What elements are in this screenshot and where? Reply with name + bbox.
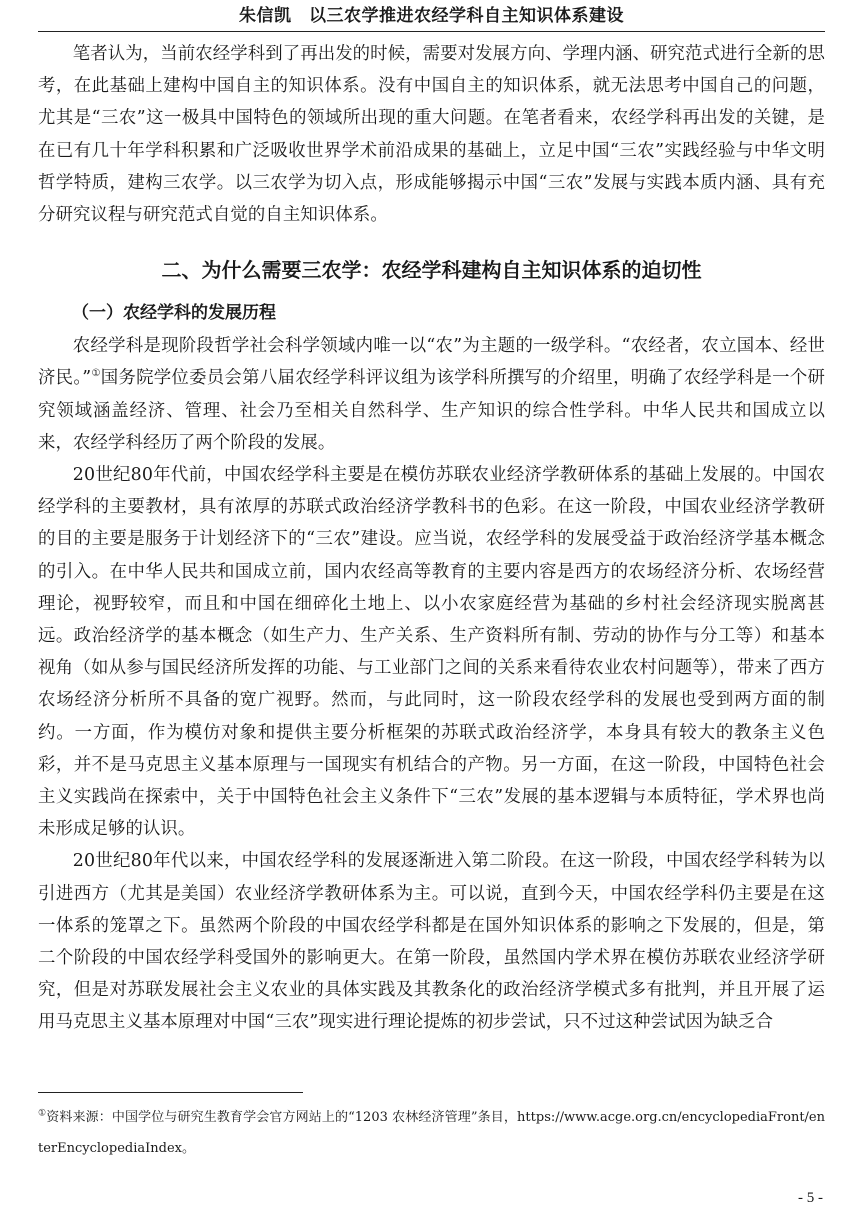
footnote-rule	[38, 1092, 303, 1093]
footnote-marker: ①	[38, 1108, 47, 1119]
page-number: - 5 -	[798, 1190, 823, 1206]
section-heading: 二、为什么需要三农学：农经学科建构自主知识体系的迫切性	[161, 258, 702, 283]
paragraph-intro: 笔者认为，当前农经学科到了再出发的时候，需要对发展方向、学理内涵、研究范式进行全新的思考，在此基础上建构中国自主的知识体系。没有中国自主的知识体系，就无法思考中国自己的问题，尤其是“三农”这一极具中国特色的领域所出现的重大问题。在笔者看来，农经学科再出发的关键，是在已有几十年学科积累和广泛吸收世界学术前沿成果的基础上，立足中国“三农”实践经验与中华文明哲学特质，建构三农学。以三农学为切入点，形成能够揭示中国“三农”发展与实践本质内涵、具有充分研究议程与研究范式自觉的自主知识体系。	[38, 44, 825, 226]
paragraph-first-stage: 20世纪80年代前，中国农经学科主要是在模仿苏联农业经济学教研体系的基础上发展的。中国农经学科的主要教材，具有浓厚的苏联式政治经济学教科书的色彩。在这一阶段，中国农业经济学教研的目的主要是服务于计划经济下的“三农”建设。应当说，农经学科的发展受益于政治经济学基本概念的引入。在中华人民共和国成立前，国内农经高等教育的主要内容是西方的农场经济分析、农场经营理论，视野较窄，而且和中国在细碎化土地上、以小农家庭经营为基础的乡村社会经济现实脱离甚远。政治经济学的基本概念（如生产力、生产关系、生产资料所有制、劳动的协作与分工等）和基本视角（如从参与国民经济所发挥的功能、与工业部门之间的关系来看待农业农村问题等），带来了西方农场经济分析所不具备的宽广视野。然而，与此同时，这一阶段农经学科的发展也受到两方面的制约。一方面，作为模仿对象和提供主要分析框架的苏联式政治经济学，本身具有较大的教条主义色彩，并不是马克思主义基本原理与一国现实有机结合的产物。另一方面，在这一阶段，中国特色社会主义实践尚在探索中，关于中国特色社会主义条件下“三农”发展的基本逻辑与本质特征，学术界也尚未形成足够的认识。	[38, 465, 825, 840]
body-text	[38, 38, 825, 1039]
header-rule	[38, 31, 825, 32]
subsection-heading: （一）农经学科的发展历程	[72, 303, 276, 324]
paragraph-discipline-intro-part2: 国务院学位委员会第八届农经学科评议组为该学科所撰写的介绍里，明确了农经学科是一个研究领域涵盖经济、管理、社会乃至相关自然科学、生产知识的综合性学科。中华人民共和国成立以来，农经学科经历了两个阶段的发展。	[38, 368, 825, 453]
paragraph-discipline-intro	[38, 330, 825, 459]
footnote	[38, 1102, 825, 1164]
footnote-reference[interactable]: ①	[91, 368, 101, 380]
running-header: 朱信凯 以三农学推进农经学科自主知识体系建设	[239, 6, 624, 26]
footnote-text: 资料来源：中国学位与研究生教育学会官方网站上的“1203 农林经济管理”条目，https://www.acge.org.cn/encyclopediaFront/enterEncyclopediaIndex。	[38, 1110, 825, 1156]
paragraph-second-stage: 20世纪80年代以来，中国农经学科的发展逐渐进入第二阶段。在这一阶段，中国农经学科转为以引进西方（尤其是美国）农业经济学教研体系为主。可以说，直到今天，中国农经学科仍主要是在这一体系的笼罩之下。虽然两个阶段的中国农经学科都是在国外知识体系的影响之下发展的，但是，第二个阶段的中国农经学科受国外的影响更大。在第一阶段，虽然国内学术界在模仿苏联农业经济学研究，但是对苏联发展社会主义农业的具体实践及其教条化的政治经济学模式多有批判，并且开展了运用马克思主义基本原理对中国“三农”现实进行理论提炼的初步尝试，只不过这种尝试因为缺乏合	[38, 851, 825, 1033]
paragraph-discipline-intro-part1: 农经学科是现阶段哲学社会科学领域内唯一以“农”为主题的一级学科。“农经者，农立国本、经世济民。”	[38, 336, 825, 389]
